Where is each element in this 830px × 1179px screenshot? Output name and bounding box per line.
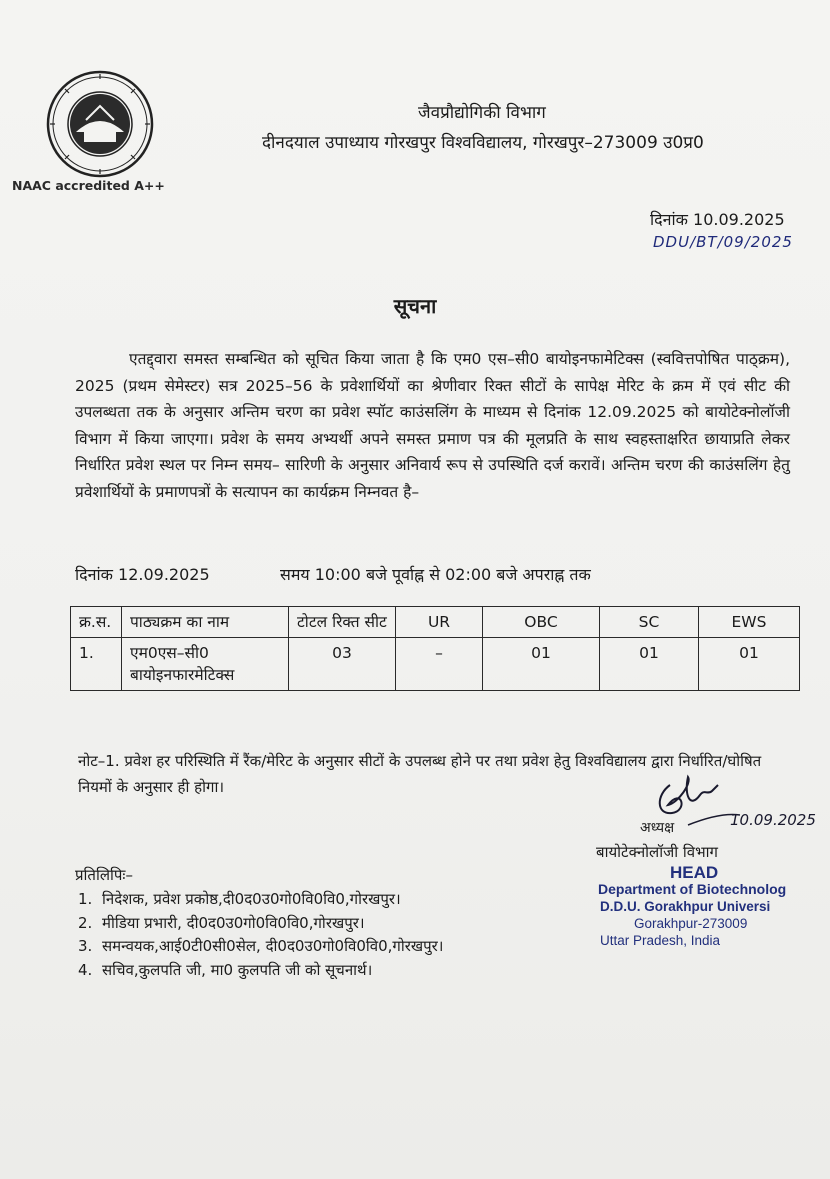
- list-item: 3. समन्वयक,आई0टी0सी0सेल, दी0द0उ0गो0वि0वि0,गोरखपुर।: [78, 937, 444, 955]
- stamp-city: Gorakhpur-273009: [634, 916, 748, 931]
- university-seal-icon: [46, 70, 154, 178]
- stamp-department: Department of Biotechnolog: [598, 881, 787, 897]
- list-item: 4. सचिव,कुलपति जी, मा0 कुलपति जी को सूचनार्थ।: [78, 960, 373, 979]
- cell-serial: 1.: [71, 638, 122, 691]
- reference-number: DDU/BT/09/2025: [653, 233, 793, 251]
- schedule-time: समय 10:00 बजे पूर्वाह्न से 02:00 बजे अपराह्न तक: [280, 565, 591, 584]
- list-item: 1. निदेशक, प्रवेश प्रकोष्ठ,दी0द0उ0गो0वि0वि0,गोरखपुर।: [78, 890, 401, 908]
- table-header-row: [71, 607, 800, 638]
- schedule-date: दिनांक 12.09.2025: [75, 565, 210, 584]
- issue-date: दिनांक 10.09.2025: [650, 210, 785, 229]
- university-heading: दीनदयाल उपाध्याय गोरखपुर विश्वविद्यालय, गोरखपुर–273009 उ0प्र0: [262, 133, 704, 153]
- col-ur: UR: [396, 607, 483, 638]
- signatory-title: अध्यक्ष: [640, 820, 675, 836]
- signatory-department: बायोटेक्नोलॉजी विभाग: [596, 843, 718, 861]
- cell-sc: 01: [600, 638, 699, 691]
- cell-ews: 01: [699, 638, 800, 691]
- cell-total-seats: 03: [289, 638, 396, 691]
- stamp-state: Uttar Pradesh, India: [600, 933, 721, 948]
- stamp-university: D.D.U. Gorakhpur Universi: [600, 899, 771, 914]
- department-heading: जैवप्रौद्योगिकी विभाग: [418, 103, 546, 123]
- col-obc: OBC: [483, 607, 600, 638]
- note-text: नोट–1. प्रवेश हर परिस्थिति में रैंक/मेरिट के अनुसार सीटों के उपलब्ध होने पर तथा प्रवेश हेतु विश्वविद्यालय द्वारा निर्धारित/घोषित नियमों के अनुसार ही होगा।: [78, 752, 762, 796]
- official-stamp: [598, 864, 798, 949]
- notice-body-text: एतद्द्वारा समस्त सम्बन्धित को सूचित किया जाता है कि एम0 एस–सी0 बायोइनफामेटिक्स (स्ववित्तपोषित पाठ्क्रम), 2025 (प्रथम सेमेस्टर) सत्र 2025–56 के प्रवेशार्थियों का श्रेणीवार रिक्त सीटों के सापेक्ष मेरिट के क्रम में एवं सीट की उपलब्धता तक के अनुसार अन्तिम चरण का प्रवेश स्पॉट काउंसलिंग के माध्यम से दिनांक 12.09.2025 को बायोटेक्नोलॉजी विभाग में किया जाएगा। प्रवेश के समय अभ्यर्थी अपने समस्त प्रमाण पत्र की मूलप्रति के साथ स्वहस्ताक्षरित छायाप्रति लेकर निर्धारित प्रवेश स्थल पर निम्न समय– सारिणी के अनुसार अनिवार्य रूप से उपस्थिति दर्ज करावें। अन्तिम चरण की काउंसलिंग हेतु प्रवेशार्थियों के प्रमाणपत्रों के सत्यापन का कार्यक्रम निम्नवत है–: [75, 350, 790, 501]
- col-sc: SC: [600, 607, 699, 638]
- notice-body: [75, 346, 790, 505]
- copies-list: [78, 888, 618, 982]
- cell-ur: –: [396, 638, 483, 691]
- cell-course: एम0एस–सी0 बायोइनफारमेटिक्स: [122, 638, 289, 691]
- col-serial: क्र.स.: [71, 607, 122, 638]
- col-course: पाठ्यक्रम का नाम: [122, 607, 289, 638]
- cell-obc: 01: [483, 638, 600, 691]
- table-row: [71, 638, 800, 691]
- seat-matrix-table: [70, 606, 800, 691]
- stamp-head: HEAD: [670, 863, 719, 882]
- naac-accreditation-text: NAAC accredited A++: [12, 178, 165, 193]
- svg-text:10.09.2025: 10.09.2025: [730, 811, 816, 829]
- notice-title: सूचना: [393, 294, 437, 318]
- list-item: 2. मीडिया प्रभारी, दी0द0उ0गो0वि0वि0,गोरखपुर।: [78, 913, 365, 932]
- copies-label: प्रतिलिपिः–: [75, 866, 133, 884]
- col-ews: EWS: [699, 607, 800, 638]
- col-total-seats: टोटल रिक्त सीट: [289, 607, 396, 638]
